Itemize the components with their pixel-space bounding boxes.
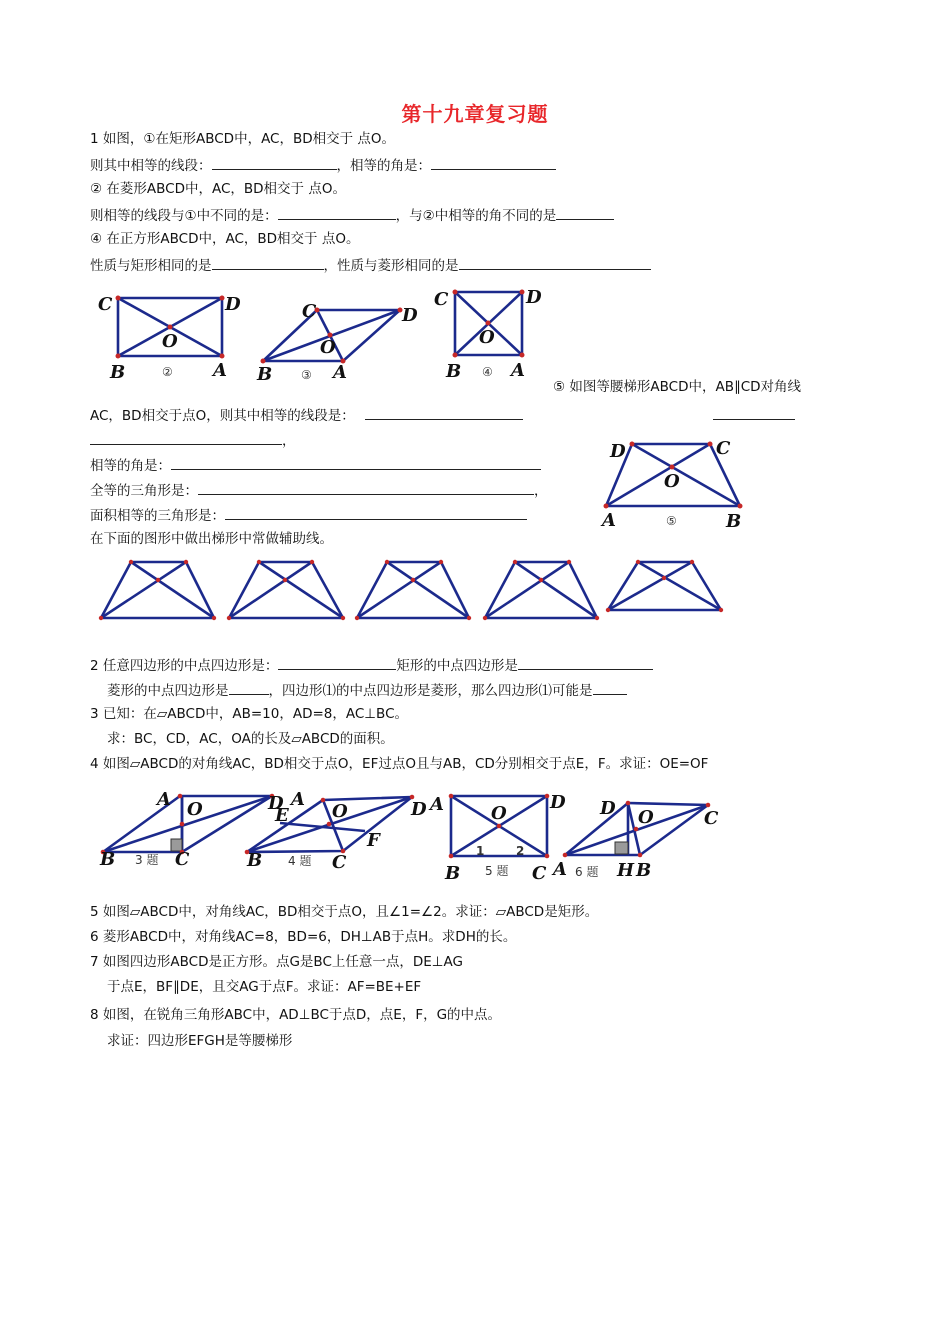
q7-line2: 于点E，BF∥DE，且交AG于点F。求证：AF=BE+EF (107, 979, 422, 995)
label-f: F (367, 830, 380, 851)
q1-line6 (90, 255, 651, 275)
q1-line10-a: 相等的角是： (90, 458, 171, 474)
q1-line10 (90, 455, 541, 475)
answer-blank[interactable] (212, 155, 337, 170)
q1-line2-b: ，相等的角是： (336, 158, 431, 174)
figure-rhombus (255, 295, 425, 390)
label-b: B (636, 860, 652, 881)
caption: 4 题 (288, 854, 312, 868)
q1-line11-a: 全等的三角形是： (90, 483, 198, 499)
answer-blank[interactable] (198, 480, 534, 495)
label-a: A (213, 360, 227, 381)
label-a: A (291, 789, 305, 810)
label-b: B (247, 850, 263, 871)
q1-line6-b: ，性质与菱形相同的是 (323, 258, 459, 274)
q2-line2-b: ，四边形⑴的中点四边形是菱形，那么四边形⑴可能是 (268, 683, 593, 699)
q1-line9 (90, 430, 296, 450)
trapezoid-1 (99, 560, 216, 620)
label-b: B (100, 849, 116, 870)
page-title: 第十九章复习题 (401, 102, 549, 126)
label-o: O (162, 331, 178, 352)
label-o: O (187, 799, 203, 820)
q1-line4 (90, 205, 614, 225)
caption: ③ (301, 368, 312, 382)
label-d: D (610, 441, 626, 462)
trapezoid-5 (606, 560, 723, 612)
q1-line4-b: ，与②中相等的角不同的是 (395, 208, 557, 224)
label-b: B (110, 362, 126, 383)
q7-line1: 7 如图四边形ABCD是正方形。点G是BC上任意一点，DE⊥AG (90, 954, 464, 970)
caption: 3 题 (135, 853, 159, 867)
trapezoid-4 (483, 560, 599, 620)
label-a: A (430, 794, 444, 815)
answer-blank[interactable] (212, 255, 324, 270)
label-o: O (332, 801, 348, 822)
label-d: D (526, 287, 542, 308)
q4-line1: 4 如图▱ABCD的对角线AC，BD相交于点O，EF过点O且与AB，CD分别相交于点E，F。求证：OE=OF (90, 756, 709, 772)
label-c: C (532, 863, 547, 884)
label-o: O (491, 803, 507, 824)
angle-2: 2 (516, 844, 525, 858)
label-b: B (446, 361, 462, 382)
label-c: C (302, 301, 317, 322)
label-b: B (726, 511, 742, 532)
q1-line5: ④ 在正方形ABCD中，AC，BD相交于 点O。 (90, 231, 360, 247)
answer-blank[interactable] (431, 155, 556, 170)
q1-line3: ② 在菱形ABCD中，AC，BD相交于 点O。 (90, 181, 346, 197)
figure-square (430, 283, 555, 383)
label-d: D (411, 799, 427, 820)
label-d: D (402, 305, 418, 326)
label-o: O (664, 471, 680, 492)
q1-line7: ⑤ 如图等腰梯形ABCD中，AB∥CD对角线 (553, 379, 802, 395)
q8-line1: 8 如图，在锐角三角形ABC中，AD⊥BC于点D，点E，F，G的中点。 (90, 1007, 502, 1023)
q1-line1: 1 如图，①在矩形ABCD中，AC，BD相交于 点O。 (90, 131, 396, 147)
label-d: D (550, 792, 566, 813)
q2-line1-a: 2 任意四边形的中点四边形是： (90, 658, 279, 674)
answer-blank[interactable] (225, 505, 527, 520)
q8-line2: 求证：四边形EFGH是等腰梯形 (107, 1033, 293, 1049)
label-o: O (320, 337, 336, 358)
q2-line1 (90, 655, 653, 675)
answer-blank[interactable] (278, 205, 396, 220)
label-d: D (225, 294, 241, 315)
answer-blank[interactable] (278, 655, 396, 670)
q1-line11-b: ， (534, 483, 548, 499)
figure-rectangle (95, 288, 255, 388)
label-c: C (716, 438, 731, 459)
label-c: C (704, 808, 719, 829)
auxiliary-trapezoids (95, 556, 735, 626)
q2-line1-b: 矩形的中点四边形是 (396, 658, 518, 674)
label-b: B (445, 863, 461, 884)
figure-problem-5 (428, 792, 566, 884)
q1-line4-a: 则相等的线段与①中不同的是： (90, 208, 278, 224)
label-a: A (333, 362, 347, 383)
label-d: D (268, 793, 284, 814)
q1-line9-comma: ， (282, 433, 296, 449)
q1-line6-a: 性质与矩形相同的是 (90, 258, 212, 274)
q5-line1: 5 如图▱ABCD中，对角线AC，BD相交于点O，且∠1=∠2。求证：▱ABCD是矩形。 (90, 904, 599, 920)
q1-line11 (90, 480, 548, 500)
caption: 6 题 (575, 865, 599, 879)
q2-line2 (107, 680, 627, 700)
answer-blank[interactable] (90, 430, 282, 445)
label-o: O (638, 807, 654, 828)
answer-blank[interactable] (556, 205, 614, 220)
q3-line2: 求：BC，CD，AC，OA的长及▱ABCD的面积。 (107, 731, 394, 747)
label-a: A (602, 510, 616, 531)
trapezoid-2 (227, 560, 345, 620)
q1-line2 (90, 155, 556, 175)
q6-line1: 6 菱形ABCD中，对角线AC=8，BD=6，DH⊥AB于点H。求DH的长。 (90, 929, 517, 945)
caption: ④ (482, 365, 493, 379)
label-c: C (434, 289, 449, 310)
label-a: A (511, 360, 525, 381)
figure-problem-6 (551, 798, 719, 881)
label-b: B (257, 364, 273, 385)
label-a: A (157, 789, 171, 810)
answer-blank[interactable] (229, 680, 269, 695)
answer-blank[interactable] (365, 405, 523, 420)
answer-blank[interactable] (593, 680, 627, 695)
q1-line8-a: AC，BD相交于点O，则其中相等的线段是： (90, 408, 355, 424)
label-h: H (617, 860, 635, 881)
answer-blank[interactable] (518, 655, 653, 670)
q3-line1: 3 已知：在▱ABCD中，AB=10，AD=8，AC⊥BC。 (90, 706, 408, 722)
label-c: C (175, 849, 190, 870)
q2-line2-a: 菱形的中点四边形是 (107, 683, 229, 699)
q1-line13: 在下面的图形中做出梯形中常做辅助线。 (90, 531, 333, 547)
answer-blank[interactable] (713, 405, 795, 420)
answer-blank[interactable] (171, 455, 541, 470)
answer-blank[interactable] (459, 255, 651, 270)
label-e: E (275, 805, 289, 826)
trapezoid-3 (355, 560, 471, 620)
caption: 5 题 (485, 864, 509, 878)
caption: ② (162, 365, 173, 379)
q1-line12-a: 面积相等的三角形是： (90, 508, 225, 524)
q1-line8 (90, 405, 795, 425)
label-a: A (553, 859, 567, 880)
label-c: C (98, 294, 113, 315)
q1-line2-a: 则其中相等的线段： (90, 158, 212, 174)
figure-trapezoid (600, 432, 760, 532)
label-d: D (600, 798, 616, 819)
label-c: C (332, 852, 347, 873)
q1-line12 (90, 505, 527, 525)
caption: ⑤ (666, 514, 677, 528)
problem-figures (95, 785, 865, 885)
label-o: O (479, 327, 495, 348)
angle-1: 1 (476, 844, 485, 858)
